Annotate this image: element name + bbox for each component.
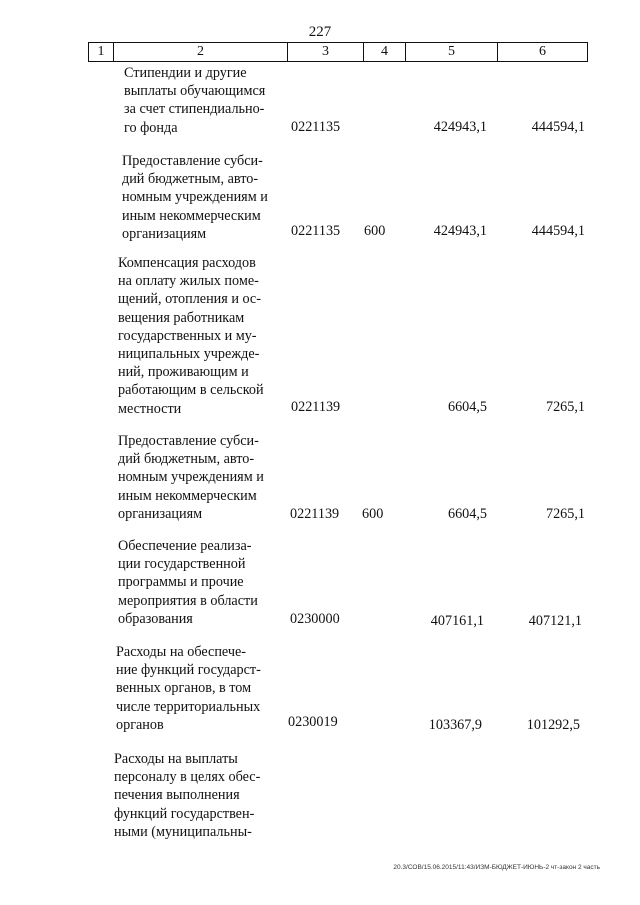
row-value-col5: 424943,1: [433, 223, 487, 239]
header-col-6: 6: [497, 43, 587, 61]
row-description: Стипендии и другие выплаты обучающимся за счет стипендиально- го фонда: [124, 65, 266, 136]
page-number: 227: [308, 24, 332, 40]
row-code: 0230019: [288, 714, 338, 730]
row-kind: 600: [362, 506, 384, 522]
row-description: Обеспечение реализа- ции государственной программы и прочие мероприятия в области образования: [118, 538, 258, 627]
row-code: 0221135: [291, 223, 341, 239]
row-value-col6: 101292,5: [526, 717, 580, 733]
row-value-col5: 424943,1: [433, 119, 487, 135]
row-value-col6: 444594,1: [531, 119, 585, 135]
table-header: [88, 42, 588, 62]
header-col-4: 4: [363, 43, 405, 61]
row-description: Компенсация расходов на оплату жилых поме- щений, отопления и ос- вещения работникам государственных и му- ниципальных учрежде- ний, проживающим и работающим в сельской местности: [118, 255, 264, 417]
header-col-5: 5: [405, 43, 497, 61]
row-description: Предоставление субси- дий бюджетным, авто- номным учреждениям и иным некоммерческим организациям: [122, 153, 268, 242]
row-value-col6: 407121,1: [528, 613, 582, 629]
row-description: Расходы на обеспече- ние функций государст- венных органов, в том числе территориальных органов: [116, 644, 261, 733]
row-value-col5: 407161,1: [430, 613, 484, 629]
header-col-2: 2: [113, 43, 287, 61]
row-value-col5: 6604,5: [447, 399, 487, 415]
row-description: Предоставление субси- дий бюджетным, авто- номным учреждениям и иным некоммерческим организациям: [118, 433, 264, 522]
row-kind: 600: [364, 223, 386, 239]
row-code: 0221139: [291, 399, 341, 415]
row-value-col6: 444594,1: [531, 223, 585, 239]
row-code: 0221135: [291, 119, 341, 135]
row-code: 0221139: [290, 506, 340, 522]
row-code: 0230000: [290, 611, 340, 627]
row-value-col5: 6604,5: [447, 506, 487, 522]
header-col-3: 3: [287, 43, 363, 61]
row-value-col6: 7265,1: [545, 399, 585, 415]
row-value-col6: 7265,1: [545, 506, 585, 522]
row-value-col5: 103367,9: [428, 717, 482, 733]
row-description: Расходы на выплаты персоналу в целях обес- печения выполнения функций государствен- ными (муниципальны-: [114, 751, 261, 840]
footer-file-stamp: 20.3/СОВ/15.06.2015/11:43/ИЗМ-БЮДЖЕТ-ИЮНЬ-2 чт-закон 2 часть: [393, 864, 600, 871]
header-col-1: 1: [97, 44, 105, 59]
